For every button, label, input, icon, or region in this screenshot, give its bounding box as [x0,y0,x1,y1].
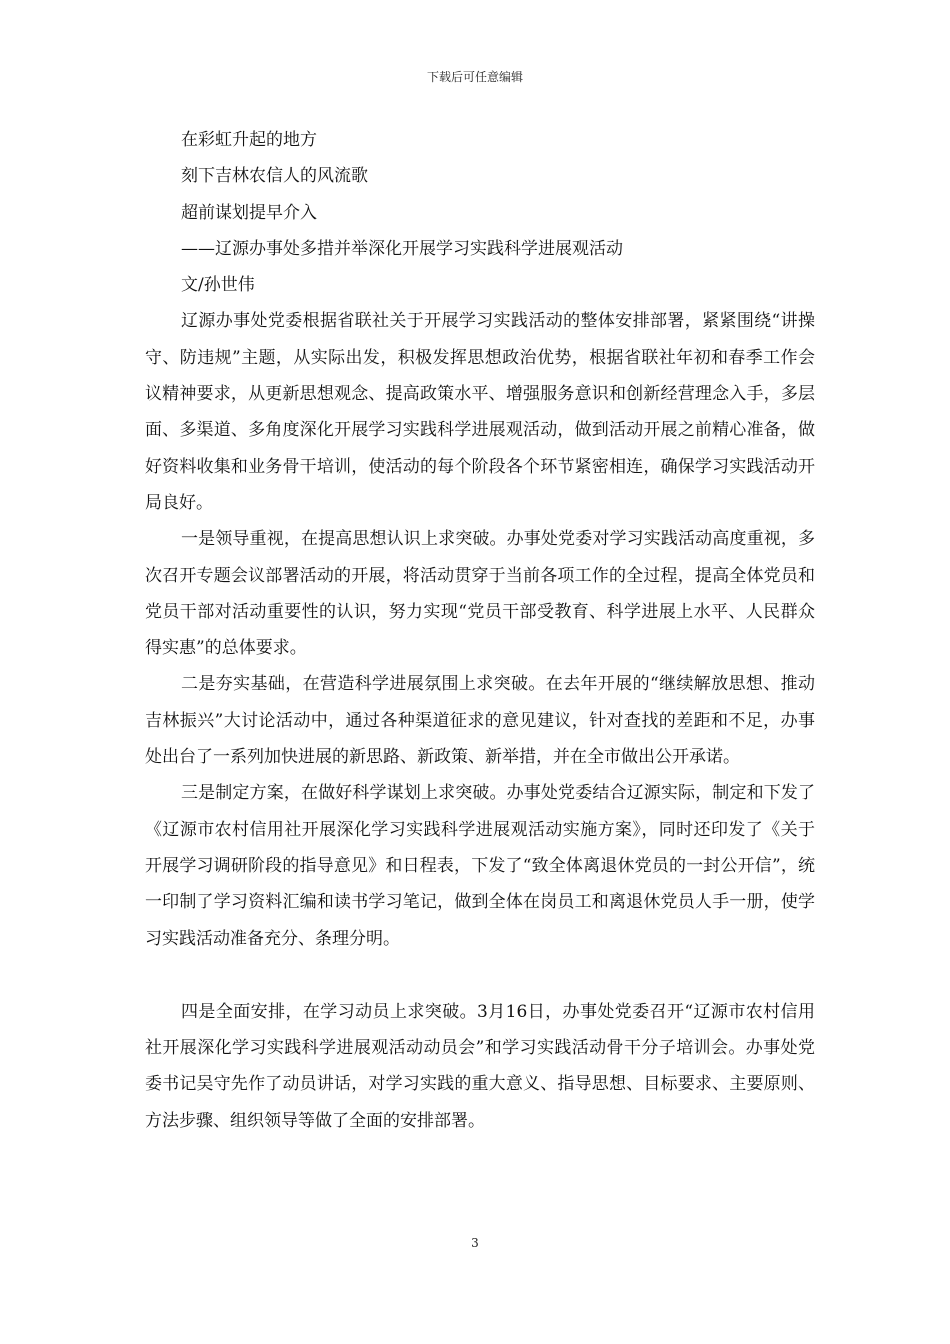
document-body [145,122,815,1139]
title-line-1: 在彩虹升起的地方 [181,130,317,150]
paragraph-point-1: 一是领导重视，在提高思想认识上求突破。办事处党委对学习实践活动高度重视，多次召开专题会议部署活动的开展，将活动贯穿于当前各项工作的全过程，提高全体党员和党员干部对活动重要性的认识，努力实现“党员干部受教育、科学进展上水平、人民群众得实惠”的总体要求。 [145,529,815,659]
paragraph-point-3: 三是制定方案，在做好科学谋划上求突破。办事处党委结合辽源实际，制定和下发了《辽源市农村信用社开展深化学习实践科学进展观活动实施方案》，同时还印发了《关于开展学习调研阶段的指导意见》和日程表，下发了“致全体离退休党员的一封公开信”，统一印制了学习资料汇编和读书学习笔记，做到全体在岗员工和离退休党员人手一册，使学习实践活动准备充分、条理分明。 [145,783,815,949]
header-note: 下载后可任意编辑 [426,70,523,84]
paragraph-point-4: 四是全面安排，在学习动员上求突破。3月16日，办事处党委召开“辽源市农村信用社开展深化学习实践科学进展观活动动员会”和学习实践活动骨干分子培训会。办事处党委书记吴守先作了动员讲话，对学习实践的重大意义、指导思想、目标要求、主要原则、方法步骤、组织领导等做了全面的安排部署。 [145,1001,815,1131]
title-line-3: 超前谋划提早介入 [181,202,317,223]
paragraph-intro: 辽源办事处党委根据省联社关于开展学习实践活动的整体安排部署，紧紧围绕“讲操守、防违规”主题，从实际出发，积极发挥思想政治优势，根据省联社年初和春季工作会议精神要求，从更新思想观念、提高政策水平、增强服务意识和创新经营理念入手，多层面、多渠道、多角度深化开展学习实践科学进展观活动，做到活动开展之前精心准备，做好资料收集和业务骨干培训，使活动的每个阶段各个环节紧密相连，确保学习实践活动开局良好。 [145,311,815,513]
page-number: 3 [471,1236,479,1250]
title-line-2: 刻下吉林农信人的风流歌 [181,166,368,187]
paragraph-gap [145,957,815,994]
subtitle-line: ——辽源办事处多措并举深化开展学习实践科学进展观活动 [181,238,623,259]
author-line: 文/孙世伟 [181,275,255,296]
paragraph-point-2: 二是夯实基础，在营造科学进展氛围上求突破。在去年开展的“继续解放思想、推动吉林振兴”大讨论活动中，通过各种渠道征求的意见建议，针对查找的差距和不足，办事处出台了一系列加快进展的新思路、新政策、新举措，并在全市做出公开承诺。 [145,674,815,768]
